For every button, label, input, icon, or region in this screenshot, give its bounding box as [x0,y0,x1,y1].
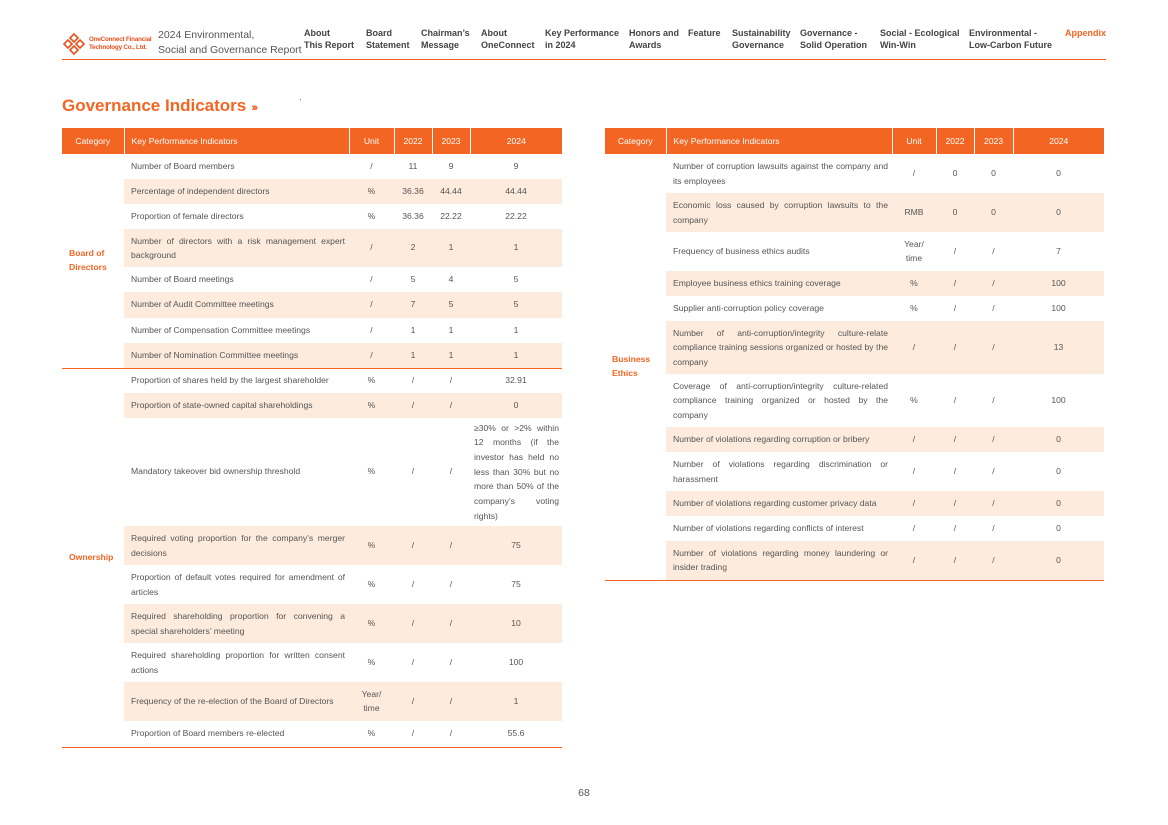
value-2024-cell: 0 [1056,522,1061,533]
unit-cell: / [892,321,936,374]
table-row [62,565,562,604]
value-2024-cell: 0 [1056,167,1061,178]
kpi-cell: Required voting proportion for the company’s merger decisions [124,526,349,565]
nav-item-line1: About [481,28,507,38]
unit-cell: / [912,167,916,178]
value-2024-cell: 0 [1056,465,1061,476]
nav-item[interactable] [688,28,721,40]
value-2023-cell: 1 [432,229,470,267]
kpi-cell: Employee business ethics training coverage [666,271,892,296]
kpi-cell: Frequency of the re-election of the Board of Directors [124,682,349,721]
table-row [62,682,562,721]
report-title [158,28,302,58]
value-2023-cell: / [432,393,470,418]
value-2023-cell: / [432,604,470,643]
header-2024: 2024 [470,128,562,154]
nav-item-line2: Solid Operation [800,39,868,50]
value-2024-cell: 5 [470,292,562,318]
value-2022-cell: 1 [410,324,416,335]
logo-text-line2: Technology Co., Ltd. [89,43,147,51]
report-header [62,26,1106,60]
value-2023-cell: / [992,302,995,313]
kpi-cell: Proportion of Board members re-elected [124,721,349,747]
nav-item[interactable] [366,28,410,51]
value-2024-cell: 75 [470,526,562,565]
header-2022: 2022 [936,128,974,154]
unit-cell: / [370,324,373,335]
table-row [62,343,562,368]
value-2023-cell: / [432,526,470,565]
logo-text [89,36,151,51]
unit-cell: % [367,578,376,589]
nav-item-line2: Governance [732,39,785,50]
nav-item[interactable] [629,28,679,51]
chevrons-icon: ››› [251,102,257,114]
value-2024-cell: 9 [513,160,519,171]
value-2024-cell: 1 [470,682,562,721]
value-2023-cell: / [974,321,1013,374]
unit-cell: % [367,210,376,221]
value-2022-cell: / [953,465,957,476]
unit-cell: % [892,271,936,296]
value-2023-cell: / [449,466,453,477]
nav-item-line2: OneConnect [481,39,535,50]
value-2022-cell: / [953,245,957,256]
kpi-cell: Number of violations regarding discrimination or harassment [673,459,888,484]
value-2024-cell: 13 [1013,321,1104,374]
unit-cell: % [349,721,394,747]
value-2022-cell: 1 [394,343,432,368]
table-row [62,643,562,682]
table-row [605,374,1104,427]
table-row [605,296,1104,321]
value-2023-cell: 1 [448,324,454,335]
unit-cell: / [892,541,936,580]
table-row [605,321,1104,374]
table-row [605,193,1104,232]
unit-cell: / [912,522,916,533]
value-2024-cell: 100 [508,656,524,667]
company-logo[interactable] [62,32,152,56]
category-cell: Ownership [62,368,124,747]
nav-item[interactable] [969,28,1052,51]
table-row [62,721,562,747]
nav-item-line2: Low-Carbon Future [969,39,1052,50]
value-2022-cell: / [394,682,432,721]
nav-item-line1: Feature [688,28,721,38]
table-row [605,516,1104,541]
table-row [62,229,562,267]
kpi-cell: Proportion of shares held by the largest shareholder [131,375,329,385]
unit-cell: % [367,375,376,385]
value-2023-cell: / [432,721,470,747]
table-row [62,604,562,643]
header-2022: 2022 [394,128,432,154]
value-2024-cell: 0 [1013,541,1104,580]
decorative-dot [300,99,301,100]
value-2023-cell: 9 [448,160,454,171]
nav-item-line2: This Report [304,39,355,50]
kpi-cell: Proportion of female directors [131,210,244,221]
table-header-row [62,128,562,154]
unit-cell: % [910,302,918,313]
unit-cell: Year/ time [904,239,924,263]
value-2024-cell: 22.22 [505,210,527,221]
report-title-line2: Social and Governance Report [158,44,302,56]
unit-cell: % [349,179,394,204]
table-row [62,204,562,229]
table-row [62,179,562,204]
kpi-cell: Supplier anti-corruption policy coverage [673,302,824,313]
kpi-cell: Coverage of anti-corruption/integrity culture-related compliance training organized or hosted by the company [673,380,888,420]
value-2023-cell: / [432,682,470,721]
value-2022-cell: / [936,427,974,452]
unit-cell: % [349,526,394,565]
value-2024-cell: 1 [470,343,562,368]
unit-cell: % [367,656,376,667]
table-row [62,418,562,526]
table-row [62,368,562,393]
nav-item[interactable] [800,28,867,51]
value-2023-cell: 0 [991,167,996,178]
kpi-cell: Number of Nomination Committee meetings [124,343,349,368]
kpi-cell: Number of violations regarding corruption or bribery [666,427,892,452]
value-2024-cell: 5 [513,273,519,284]
header-category: Category [62,128,124,154]
value-2024-cell: 0 [470,393,562,418]
value-2024-cell: ≥30% or >2% within 12 months (if the investor has held no less than 30% but no more than 50% of the company’s voting rights) [474,422,559,521]
value-2022-cell: / [394,393,432,418]
category-cell: Board of Directors [62,154,124,368]
value-2024-cell: 7 [1056,245,1061,256]
nav-item-line1: Sustainability [732,28,791,38]
value-2023-cell: 44.44 [432,179,470,204]
value-2022-cell: 36.36 [402,210,424,221]
nav-item[interactable] [880,28,960,51]
value-2023-cell: 4 [448,273,454,284]
nav-item-line2: Win-Win [880,39,916,50]
value-2023-cell: 0 [974,193,1013,232]
value-2024-cell: 100 [1051,394,1066,405]
value-2022-cell: / [394,526,432,565]
category-cell: Business Ethics [605,154,666,580]
kpi-cell: Number of Compensation Committee meetings [131,324,311,335]
kpi-cell: Number of anti-corruption/integrity culture-relate compliance training sessions organized or hosted by the company [666,321,892,374]
value-2023-cell: 5 [432,292,470,318]
nav-item-line1: Environmental - [969,28,1038,38]
header-kpi: Key Performance Indicators [666,128,892,154]
kpi-cell: Frequency of business ethics audits [673,245,810,256]
value-2022-cell: 2 [394,229,432,267]
value-2022-cell: 0 [936,193,974,232]
value-2024-cell: 1 [470,229,562,267]
unit-cell: % [367,466,376,477]
kpi-cell: Required shareholding proportion for convening a special shareholders’ meeting [124,604,349,643]
nav-item-line1: Appendix [1065,28,1107,38]
value-2024-cell: 32.91 [505,375,527,385]
kpi-cell: Number of Board members [131,160,235,171]
value-2024-cell: 100 [1051,302,1066,313]
nav-item[interactable] [1065,28,1106,40]
unit-cell: % [349,604,394,643]
kpi-cell: Number of Board meetings [131,273,234,284]
nav-item-line2: in 2024 [545,39,576,50]
table-row [605,232,1104,271]
kpi-cell: Required shareholding proportion for written consent actions [131,650,345,675]
table-row [62,393,562,418]
value-2023-cell: / [992,522,995,533]
nav-item-line1: About [304,28,330,38]
section-title-text: Governance Indicators [62,96,247,115]
kpi-cell: Number of violations regarding conflicts of interest [673,522,864,533]
nav-item[interactable] [732,28,791,51]
unit-cell: / [349,292,394,318]
unit-cell: % [910,394,918,405]
value-2022-cell: / [411,578,415,589]
value-2022-cell: 11 [408,160,418,171]
value-2022-cell: 7 [394,292,432,318]
nav-item-line2: Statement [366,39,410,50]
value-2024-cell: 75 [511,578,521,589]
table-row [605,541,1104,580]
value-2024-cell: 0 [1013,427,1104,452]
kpi-cell: Proportion of default votes required for amendment of articles [131,572,345,597]
nav-item-line1: Social - Ecological [880,28,960,38]
value-2024-cell: 44.44 [470,179,562,204]
nav-item[interactable] [481,28,535,51]
value-2022-cell: / [411,375,415,385]
value-2022-cell: / [936,491,974,516]
header-2024: 2024 [1013,128,1104,154]
value-2023-cell: / [974,491,1013,516]
governance-table-right [605,128,1104,581]
header-2023: 2023 [432,128,470,154]
value-2022-cell: 0 [952,167,958,178]
table-row [62,267,562,292]
table-row [62,526,562,565]
value-2022-cell: / [394,721,432,747]
unit-cell: % [349,393,394,418]
table-header-row [605,128,1104,154]
table-row [605,427,1104,452]
value-2023-cell: / [992,394,995,405]
value-2022-cell: / [394,604,432,643]
value-2023-cell: / [974,427,1013,452]
unit-cell: / [349,229,394,267]
value-2023-cell: / [449,578,453,589]
value-2022-cell: / [953,394,957,405]
kpi-cell: Percentage of independent directors [124,179,349,204]
value-2022-cell: / [953,302,957,313]
unit-cell: RMB [892,193,936,232]
nav-item-line1: Honors and [629,28,680,38]
header-kpi: Key Performance Indicators [124,128,349,154]
nav-item[interactable] [545,28,619,51]
value-2023-cell: / [449,375,453,385]
value-2022-cell: 36.36 [394,179,432,204]
nav-item-line1: Governance - [800,28,858,38]
value-2023-cell: / [449,656,453,667]
table-row [605,491,1104,516]
nav-item-line1: Key Performance [545,28,620,38]
value-2023-cell: / [974,271,1013,296]
kpi-cell: Economic loss caused by corruption lawsuits to the company [666,193,892,232]
kpi-cell: Mandatory takeover bid ownership threshold [131,466,301,477]
value-2022-cell: / [411,466,415,477]
unit-cell: Year/ time [349,682,394,721]
unit-cell: / [892,427,936,452]
section-title [62,96,256,116]
report-title-line1: 2024 Environmental, [158,29,255,41]
nav-item[interactable] [421,28,470,51]
nav-item-line1: Chairman’s [421,28,470,38]
table-row [605,271,1104,296]
value-2023-cell: 1 [432,343,470,368]
table-row [605,154,1104,193]
unit-cell: / [892,491,936,516]
nav-item[interactable] [304,28,354,51]
nav-item-line2: Awards [629,39,662,50]
value-2023-cell: 22.22 [440,210,462,221]
unit-cell: / [370,273,373,284]
kpi-cell: Number of corruption lawsuits against the company and its employees [673,161,888,186]
value-2024-cell: 0 [1013,193,1104,232]
value-2023-cell: / [992,465,995,476]
kpi-cell: Number of directors with a risk management expert background [124,229,349,267]
table-row [62,318,562,343]
logo-mark-icon [62,32,86,56]
value-2024-cell: 1 [513,324,519,335]
nav-item-line1: Board [366,28,393,38]
kpi-cell: Number of Audit Committee meetings [124,292,349,318]
value-2024-cell: 10 [470,604,562,643]
table-row [62,292,562,318]
value-2022-cell: / [936,541,974,580]
unit-cell: / [912,465,916,476]
value-2022-cell: / [953,522,957,533]
header-category: Category [605,128,666,154]
value-2022-cell: 5 [410,273,416,284]
value-2024-cell: 55.6 [470,721,562,747]
unit-cell: / [349,343,394,368]
governance-table-left [62,128,562,748]
header-2023: 2023 [974,128,1013,154]
table-row [605,452,1104,491]
logo-text-line1: OneConnect Financial [89,36,152,43]
value-2023-cell: / [974,541,1013,580]
value-2022-cell: / [936,321,974,374]
nav-item-line2: Message [421,39,460,50]
header-unit: Unit [349,128,394,154]
value-2022-cell: / [936,271,974,296]
page-number: 68 [578,787,590,799]
value-2024-cell: 100 [1013,271,1104,296]
kpi-cell: Proportion of state-owned capital shareholdings [124,393,349,418]
table-row [62,154,562,179]
kpi-cell: Number of violations regarding customer privacy data [666,491,892,516]
kpi-cell: Number of violations regarding money laundering or insider trading [666,541,892,580]
header-unit: Unit [892,128,936,154]
value-2023-cell: / [992,245,995,256]
value-2024-cell: 0 [1013,491,1104,516]
value-2022-cell: / [411,656,415,667]
unit-cell: / [370,160,373,171]
